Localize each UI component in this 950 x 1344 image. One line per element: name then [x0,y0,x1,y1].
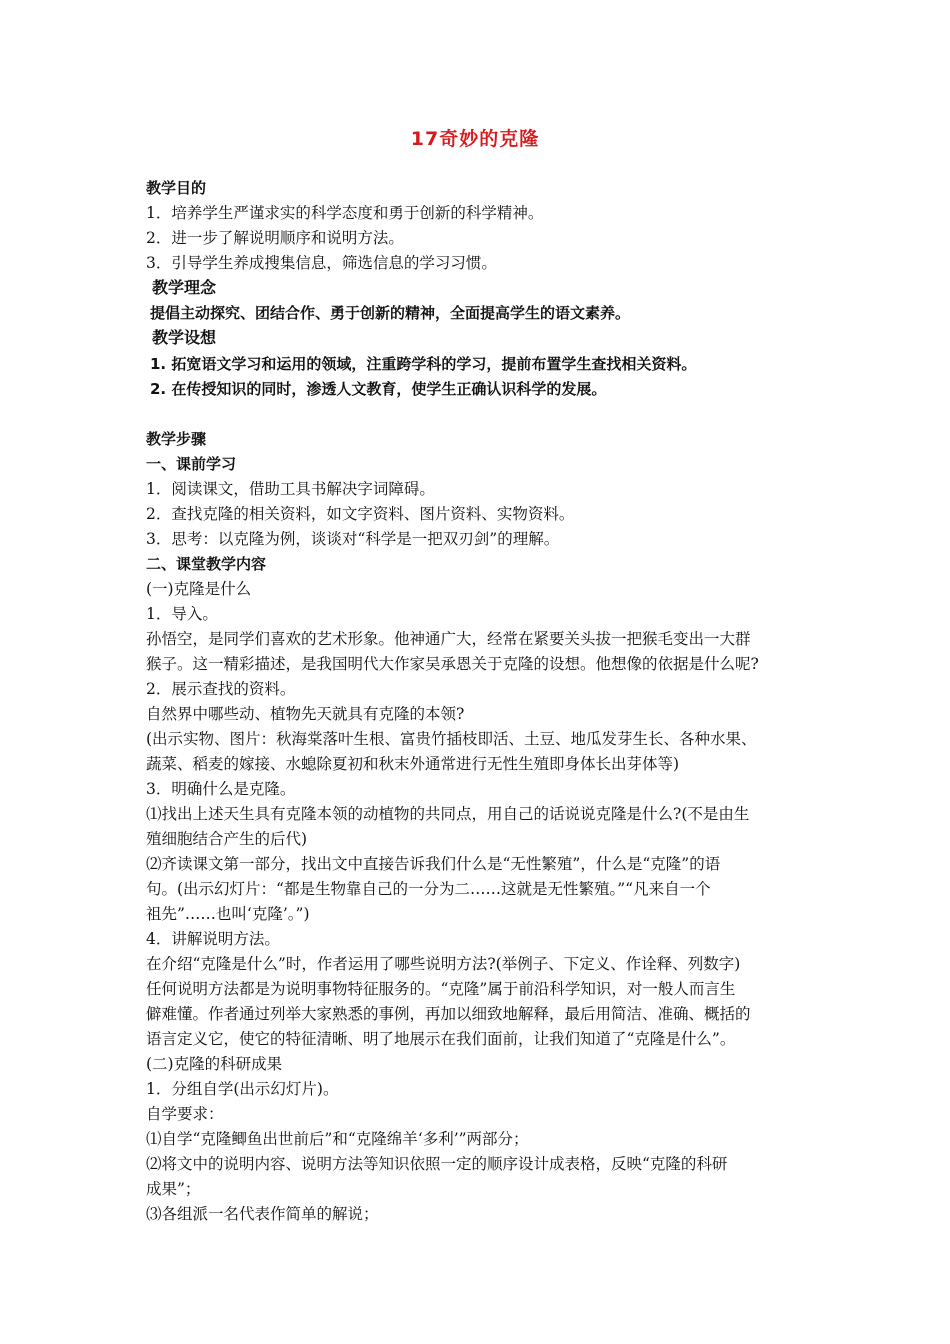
body-line: 祖先”……也叫‘克隆’。”) [146,905,310,923]
body-line: 句。(出示幻灯片：“都是生物靠自己的一分为二……这就是无性繁殖。”“凡来自一个 [146,880,711,898]
part1-item: 1．阅读课文，借助工具书解决字词障碍。 [146,480,435,498]
body-line: (出示实物、图片：秋海棠落叶生根、富贵竹插枝即活、土豆、地瓜发芽生长、各种水果、 [146,730,757,748]
body-line: 孙悟空，是同学们喜欢的艺术形象。他神通广大，经常在紧要关头拔一把猴毛变出一大群 [146,630,751,648]
section-heading-design: 教学设想 [152,328,217,347]
body-line: 语言定义它，使它的特征清晰、明了地展示在我们面前，让我们知道了“克隆是什么”。 [146,1030,736,1048]
body-line: ⑵将文中的说明内容、说明方法等知识依照一定的顺序设计成表格，反映“克隆的科研 [146,1155,728,1173]
section-heading-concept: 教学理念 [152,278,217,297]
body-line: 任何说明方法都是为说明事物特征服务的。“克隆”属于前沿科学知识，对一般人而言生 [146,980,736,998]
body-line: 2．展示查找的资料。 [146,680,296,698]
part-heading-1: 一、课前学习 [146,455,237,473]
body-line: (二)克隆的科研成果 [146,1055,283,1073]
body-line: 猴子。这一精彩描述，是我国明代大作家吴承恩关于克隆的设想。他想像的依据是什么呢? [146,655,759,673]
part1-item: 2．查找克隆的相关资料，如文字资料、图片资料、实物资料。 [146,505,575,523]
body-line: 成果”； [146,1180,201,1198]
section-heading-goals: 教学目的 [146,179,207,197]
goal-item: 3．引导学生养成搜集信息，筛选信息的学习习惯。 [146,254,497,272]
body-line: ⑶各组派一名代表作简单的解说； [146,1205,379,1223]
body-line: (一)克隆是什么 [146,580,252,598]
body-line: 自然界中哪些动、植物先天就具有克隆的本领? [146,705,465,723]
page-title: 17奇妙的克隆 [410,128,540,150]
goal-item: 1．培养学生严谨求实的科学态度和勇于创新的科学精神。 [146,204,544,222]
body-line: 4．讲解说明方法。 [146,930,280,948]
part-heading-2: 二、课堂教学内容 [146,555,267,573]
section-heading-steps: 教学步骤 [146,430,207,448]
design-item: 1. 拓宽语文学习和运用的领域，注重跨学科的学习，提前布置学生查找相关资料。 [150,355,697,373]
body-line: ⑵齐读课文第一部分，找出文中直接告诉我们什么是“无性繁殖”，什么是“克隆”的语 [146,855,721,873]
part1-item: 3．思考：以克隆为例，谈谈对“科学是一把双刃剑”的理解。 [146,530,560,548]
body-line: ⑴找出上述天生具有克隆本领的动植物的共同点，用自己的话说说克隆是什么?(不是由生 [146,805,750,823]
concept-text: 提倡主动探究、团结合作、勇于创新的精神，全面提高学生的语文素养。 [150,304,631,322]
goal-item: 2．进一步了解说明顺序和说明方法。 [146,229,404,247]
design-item: 2. 在传授知识的同时，渗透人文教育，使学生正确认识科学的发展。 [150,380,607,398]
body-line: 僻难懂。作者通过列举大家熟悉的事例，再加以细致地解释，最后用简洁、准确、概括的 [146,1005,751,1023]
body-line: 蔬菜、稻麦的嫁接、水螅除夏初和秋末外通常进行无性生殖即身体长出芽体等) [146,755,680,773]
body-line: 在介绍“克隆是什么”时，作者运用了哪些说明方法?(举例子、下定义、作诠释、列数字) [146,955,741,973]
body-line: 1．导入。 [146,605,218,623]
body-line: 自学要求： [146,1105,224,1123]
body-line: 1．分组自学(出示幻灯片)。 [146,1080,339,1098]
body-line: ⑴自学“克隆鲫鱼出世前后”和“克隆绵羊‘多利’”两部分； [146,1130,529,1148]
body-line: 3．明确什么是克隆。 [146,780,296,798]
body-line: 殖细胞结合产生的后代) [146,830,308,848]
